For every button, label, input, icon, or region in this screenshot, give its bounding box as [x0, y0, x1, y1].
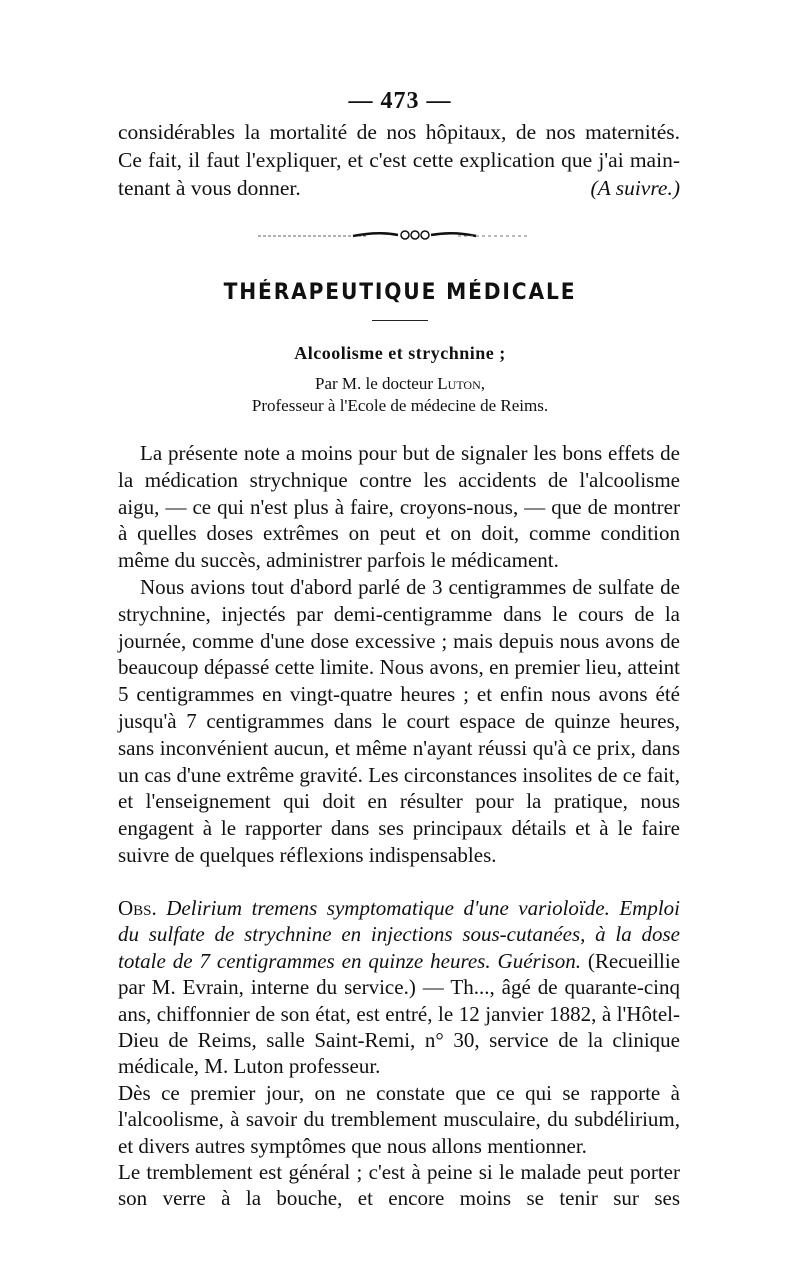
title-rule — [372, 320, 428, 321]
ornament-divider — [258, 228, 528, 242]
observation-paragraph-2: Dès ce premier jour, on ne constate que ce qui se rapporte à l'alcoolisme, à savoir du tremblement musculaire, du subdélirium, et divers autres symptômes que nous allons mentionner. — [118, 1080, 680, 1158]
body-paragraph-2: Nous avions tout d'abord parlé de 3 centigrammes de sulfate de strychnine, injectés par demi-centigramme dans le cours de la journée, comme d'une dose excessive ; mais depuis nous avons de beaucoup dépassé cette limite. Nous avons, en premier lieu, atteint 5 centigrammes en vingt-quatre heures ; et enfin nous avons été jusqu'à 7 centigrammes dans le court espace de quinze heures, sans inconvénient aucun, et même n'ayant réussi qu'à ce prix, dans un cas d'une extrême gravité. Les circonstances insolites de ce fait, et l'enseignement qui doit en résulter pour la pratique, nous engagent à le rapporter dans ses principaux détails et à le faire suivre de quelques réflexions indispensables. — [118, 574, 680, 867]
author-name: Luton, — [437, 374, 486, 393]
observation-paragraph-3: Le tremblement est général ; c'est à peine si le malade peut porter son verre à la bouche, et encore moins se tenir sur ses — [118, 1160, 680, 1211]
observation-paragraph-1 — [118, 895, 680, 1080]
author-line — [0, 373, 800, 395]
intro-last-text: tenant à vous donner. — [118, 176, 301, 200]
intro-line-3 — [118, 174, 680, 202]
observation-text: (Recueillie par M. Evrain, interne du service.) — Th..., âgé de quarante-cinq ans, chiffonnier de son état, est entré, le 12 janvier 1882, à l'Hôtel-Dieu de Reims, salle Saint-Remi, n° 30, service de la clinique médicale, M. Luton professeur. — [118, 948, 681, 1079]
author-block — [0, 373, 800, 417]
observation-heading: Delirium tremens symptomatique d'une varioloïde. Emploi du sulfate de strychnine en injections sous-cutanées, à la dose totale de 7 centigrammes en quinze heures. Guérison. — [118, 896, 680, 973]
section-title: THÉRAPEUTIQUE MÉDICALE — [223, 280, 577, 305]
article-title: Alcoolisme et strychnine ; — [294, 343, 506, 363]
intro-line-2: Ce fait, il faut l'expliquer, et c'est cette explication que j'ai main- — [118, 148, 680, 172]
article-body — [118, 440, 680, 869]
body-paragraph-1: La présente note a moins pour but de signaler les bons effets de la médication strychnique contre les accidents de l'alcoolisme aigu, — ce qui n'est plus à faire, croyons-nous, — que de montrer à quelles doses extrêmes on peut et on doit, comme condition même du succès, administrer parfois le médicament. — [118, 441, 680, 573]
to-be-continued: (A suivre.) — [590, 176, 680, 200]
intro-line-1: considérables la mortalité de nos hôpitaux, de nos maternités. — [118, 120, 680, 144]
observation-label: Obs. — [118, 896, 157, 920]
observation-block — [118, 895, 680, 1212]
intro-paragraph — [118, 118, 680, 202]
page-number: — 473 — — [348, 88, 452, 114]
author-prefix: Par M. le docteur — [314, 374, 438, 393]
author-affiliation: Professeur à l'Ecole de médecine de Reims. — [251, 396, 549, 415]
